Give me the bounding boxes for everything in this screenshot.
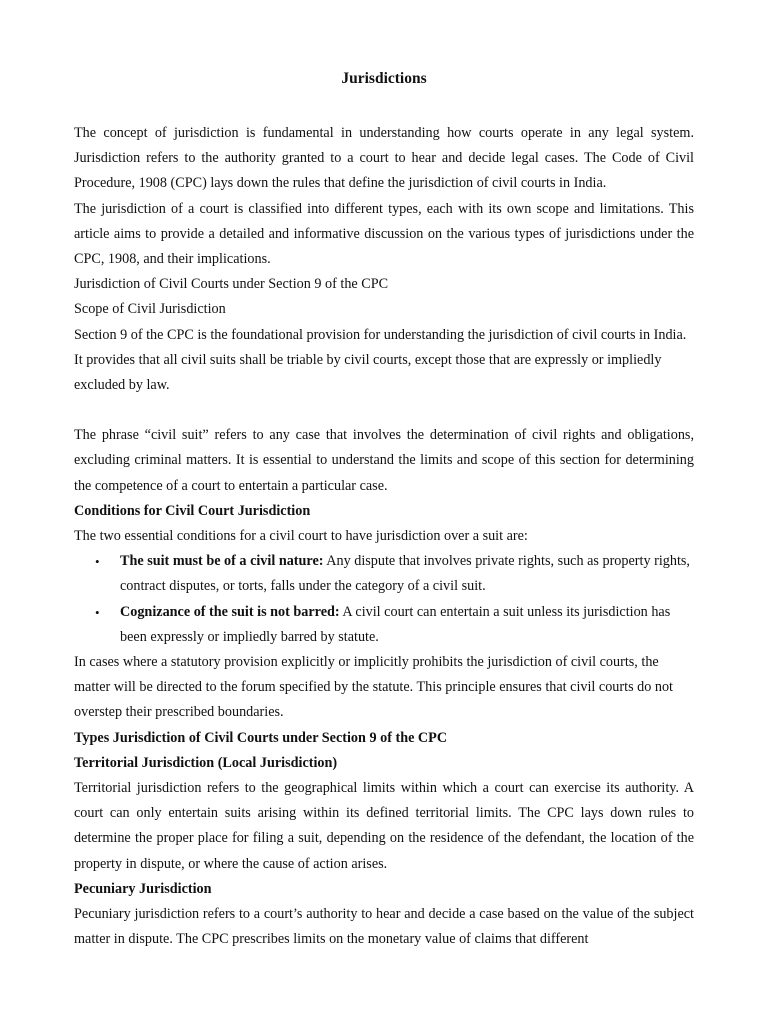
heading-territorial: Territorial Jurisdiction (Local Jurisdiction) <box>74 754 338 771</box>
list-item-text: A civil court can entertain a suit unless its jurisdiction has been expressly or impliedly barred by statute. <box>120 603 671 645</box>
paragraph-conditions-intro: The two essential conditions for a civil court to have jurisdiction over a suit are: <box>74 528 528 545</box>
paragraph-pecuniary: Pecuniary jurisdiction refers to a court’s authority to hear and decide a case based on the value of the subject matter in dispute. The CPC prescribes limits on the monetary value of claims that different <box>74 906 694 948</box>
list-item <box>74 600 694 650</box>
conditions-list <box>74 549 694 650</box>
paragraph-territorial: Territorial jurisdiction refers to the geographical limits within which a court can exercise its authority. A court can only entertain suits arising within its defined territorial limits. The CPC lays down rules to determine the proper place for filing a suit, depending on the residence of the defendant, the location of the property in dispute, or where the cause of action arises. <box>74 780 694 872</box>
heading-pecuniary: Pecuniary Jurisdiction <box>74 880 212 897</box>
heading-conditions: Conditions for Civil Court Jurisdiction <box>74 502 311 519</box>
list-item-lead: The suit must be of a civil nature: <box>120 553 324 570</box>
heading-types: Types Jurisdiction of Civil Courts under Section 9 of the CPC <box>74 729 448 746</box>
paragraph-section-9: Section 9 of the CPC is the foundational provision for understanding the jurisdiction of civil courts in India. It provides that all civil suits shall be triable by civil courts, except those that are expressly or impliedly excluded by law. <box>74 326 687 394</box>
bullet-icon: • <box>95 554 100 570</box>
subheading-scope: Scope of Civil Jurisdiction <box>74 301 226 318</box>
paragraph-spacer <box>74 398 694 423</box>
list-item-lead: Cognizance of the suit is not barred: <box>120 603 340 620</box>
subheading-section-9: Jurisdiction of Civil Courts under Section 9 of the CPC <box>74 276 389 293</box>
paragraph-intro-concept: The concept of jurisdiction is fundamental in understanding how courts operate in any legal system. Jurisdiction refers to the authority granted to a court to hear and decide legal cases. The Code of Civil Procedure, 1908 (CPC) lays down the rules that define the jurisdiction of civil courts in India. <box>74 125 694 192</box>
bullet-icon: • <box>95 604 100 620</box>
document-body <box>74 121 694 953</box>
paragraph-intro-classification: The jurisdiction of a court is classified into different types, each with its own scope and limitations. This article aims to provide a detailed and informative discussion on the various types of jurisdictions under the CPC, 1908, and their implications. <box>74 200 694 268</box>
paragraph-civil-suit: The phrase “civil suit” refers to any case that involves the determination of civil rights and obligations, excluding criminal matters. It is essential to understand the limits and scope of this section for determining the competence of a court to entertain a particular case. <box>74 427 694 494</box>
list-item <box>74 549 694 599</box>
list-item-text: Any dispute that involves private rights, such as property rights, contract disputes, or torts, falls under the category of a civil suit. <box>120 553 690 595</box>
paragraph-after-conditions: In cases where a statutory provision explicitly or implicitly prohibits the jurisdiction of civil courts, the matter will be directed to the forum specified by the statute. This principle ensures that civil courts do not overstep their prescribed boundaries. <box>74 654 673 721</box>
document-title: Jurisdictions <box>341 70 427 87</box>
